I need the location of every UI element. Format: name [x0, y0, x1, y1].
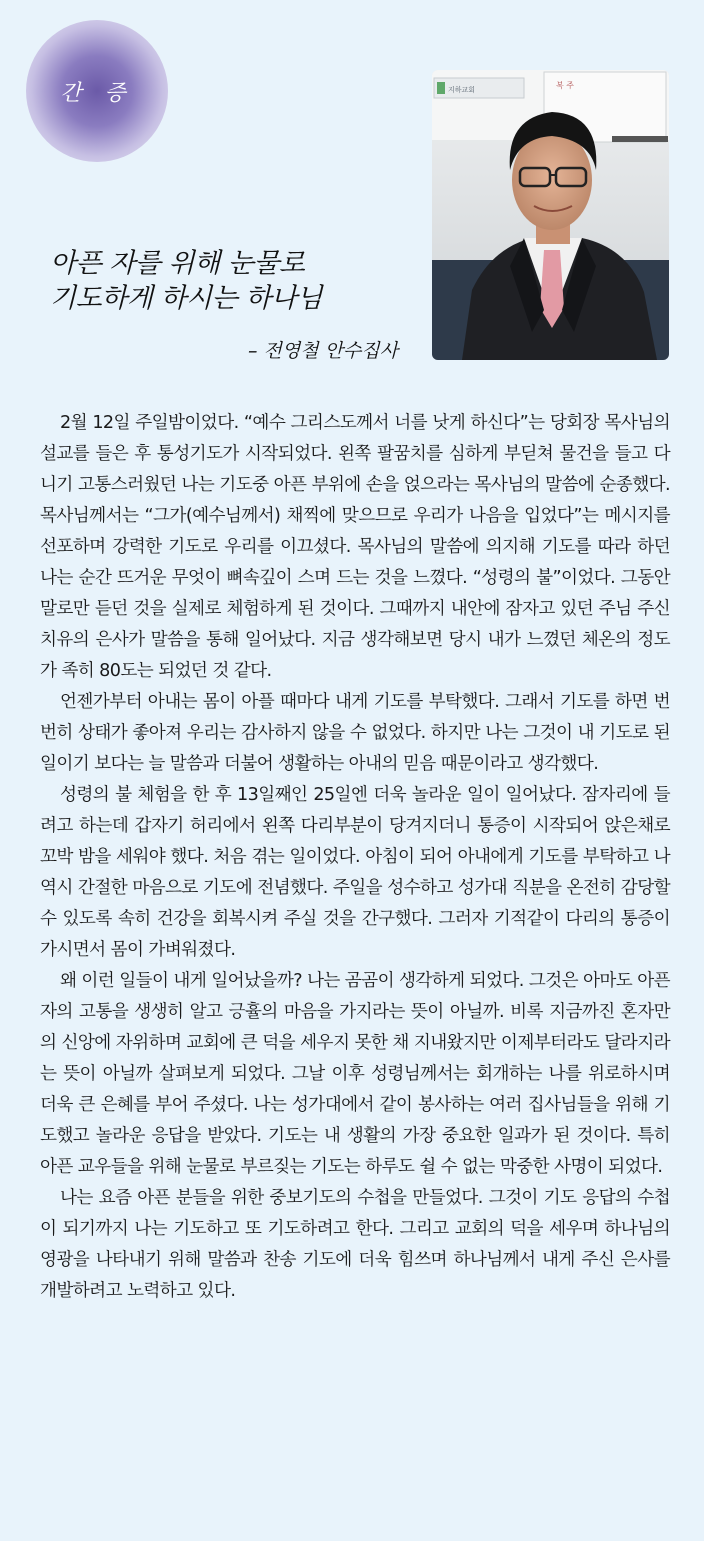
article-title-line-2: 기도하게 하시는 하나님 [50, 283, 322, 314]
article-paragraph-2: 언젠가부터 아내는 몸이 아플 때마다 내게 기도를 부탁했다. 그래서 기도를 하면 번번히 상태가 좋아져 우리는 감사하지 않을 수 없었다. 하지만 나는 그것이 내 기도로 된 일이기 보다는 늘 말씀과 더불어 생활하는 아내의 믿음 때문이라고 생각했다. [40, 692, 670, 774]
article-paragraph-1: 2월 12일 주일밤이었다. “예수 그리스도께서 너를 낫게 하신다”는 당회장 목사님의 설교를 들은 후 통성기도가 시작되었다. 왼쪽 팔꿈치를 심하게 부딛쳐 물건을 들고 다니기 고통스러웠던 나는 기도중 아픈 부위에 손을 얹으라는 목사님의 말씀에 순종했다. 목사님께서는 “그가(예수님께서) 채찍에 맞으므로 우리가 나음을 입었다”는 메시지를 선포하며 강력한 기도로 우리를 이끄셨다. 목사님의 말씀에 의지해 기도를 따라 하던 나는 순간 뜨거운 무엇이 뼈속깊이 스며 드는 것을 느꼈다. “성령의 불”이었다. 그동안 말로만 듣던 것을 실제로 체험하게 된 것이다. 그때까지 내안에 잠자고 있던 주님 주신 치유의 은사가 말씀을 통해 일어났다. 지금 생각해보면 당시 내가 느꼈던 체온의 정도가 족히 80도는 되었던 것 같다. [40, 413, 670, 681]
photo-sign-left: 지하교회 [448, 86, 476, 94]
article-paragraph-5: 나는 요즘 아픈 분들을 위한 중보기도의 수첩을 만들었다. 그것이 기도 응답의 수첩이 되기까지 나는 기도하고 또 기도하려고 한다. 그리고 교회의 덕을 세우며 하나님의 영광을 나타내기 위해 말씀과 찬송 기도에 더욱 힘쓰며 하나님께서 내게 주신 은사를 개발하려고 노력하고 있다. [40, 1188, 670, 1301]
article-title-line-1: 아픈 자를 위해 눈물로 [50, 248, 305, 279]
article-paragraph-3: 성령의 불 체험을 한 후 13일째인 25일엔 더욱 놀라운 일이 일어났다. 잠자리에 들려고 하는데 갑자기 허리에서 왼쪽 다리부분이 당겨지더니 통증이 시작되어 앉은채로 꼬박 밤을 세워야 했다. 처음 겪는 일이었다. 아침이 되어 아내에게 기도를 부탁하고 나 역시 간절한 마음으로 기도에 전념했다. 주일을 성수하고 성가대 직분을 온전히 감당할 수 있도록 속히 건강을 회복시켜 주실 것을 간구했다. 그러자 기적같이 다리의 통증이 가시면서 몸이 가벼워졌다. [40, 785, 670, 960]
article-body [40, 408, 670, 1307]
photo-sign-right: 복 주 [556, 81, 574, 90]
article-paragraph-4: 왜 이런 일들이 내게 일어났을까? 나는 곰곰이 생각하게 되었다. 그것은 아마도 아픈 자의 고통을 생생히 알고 긍휼의 마음을 가지라는 뜻이 아닐까. 비록 지금까진 혼자만의 신앙에 자위하며 교회에 큰 덕을 세우지 못한 채 지내왔지만 이제부터라도 달라지라는 뜻이 아닐까 살펴보게 되었다. 그날 이후 성령님께서는 회개하는 나를 위로하시며 더욱 큰 은혜를 부어 주셨다. 나는 성가대에서 같이 봉사하는 여러 집사님들을 위해 기도했고 놀라운 응답을 받았다. 기도는 내 생활의 가장 중요한 일과가 된 것이다. 특히 아픈 교우들을 위해 눈물로 부르짖는 기도는 하루도 쉴 수 없는 막중한 사명이 되었다. [40, 971, 670, 1177]
author-photo [432, 70, 669, 360]
article-author: – 전영철 안수집사 [247, 340, 398, 362]
section-badge [26, 20, 168, 162]
section-badge-label: 간 증 [60, 81, 134, 106]
article-title [50, 246, 322, 316]
